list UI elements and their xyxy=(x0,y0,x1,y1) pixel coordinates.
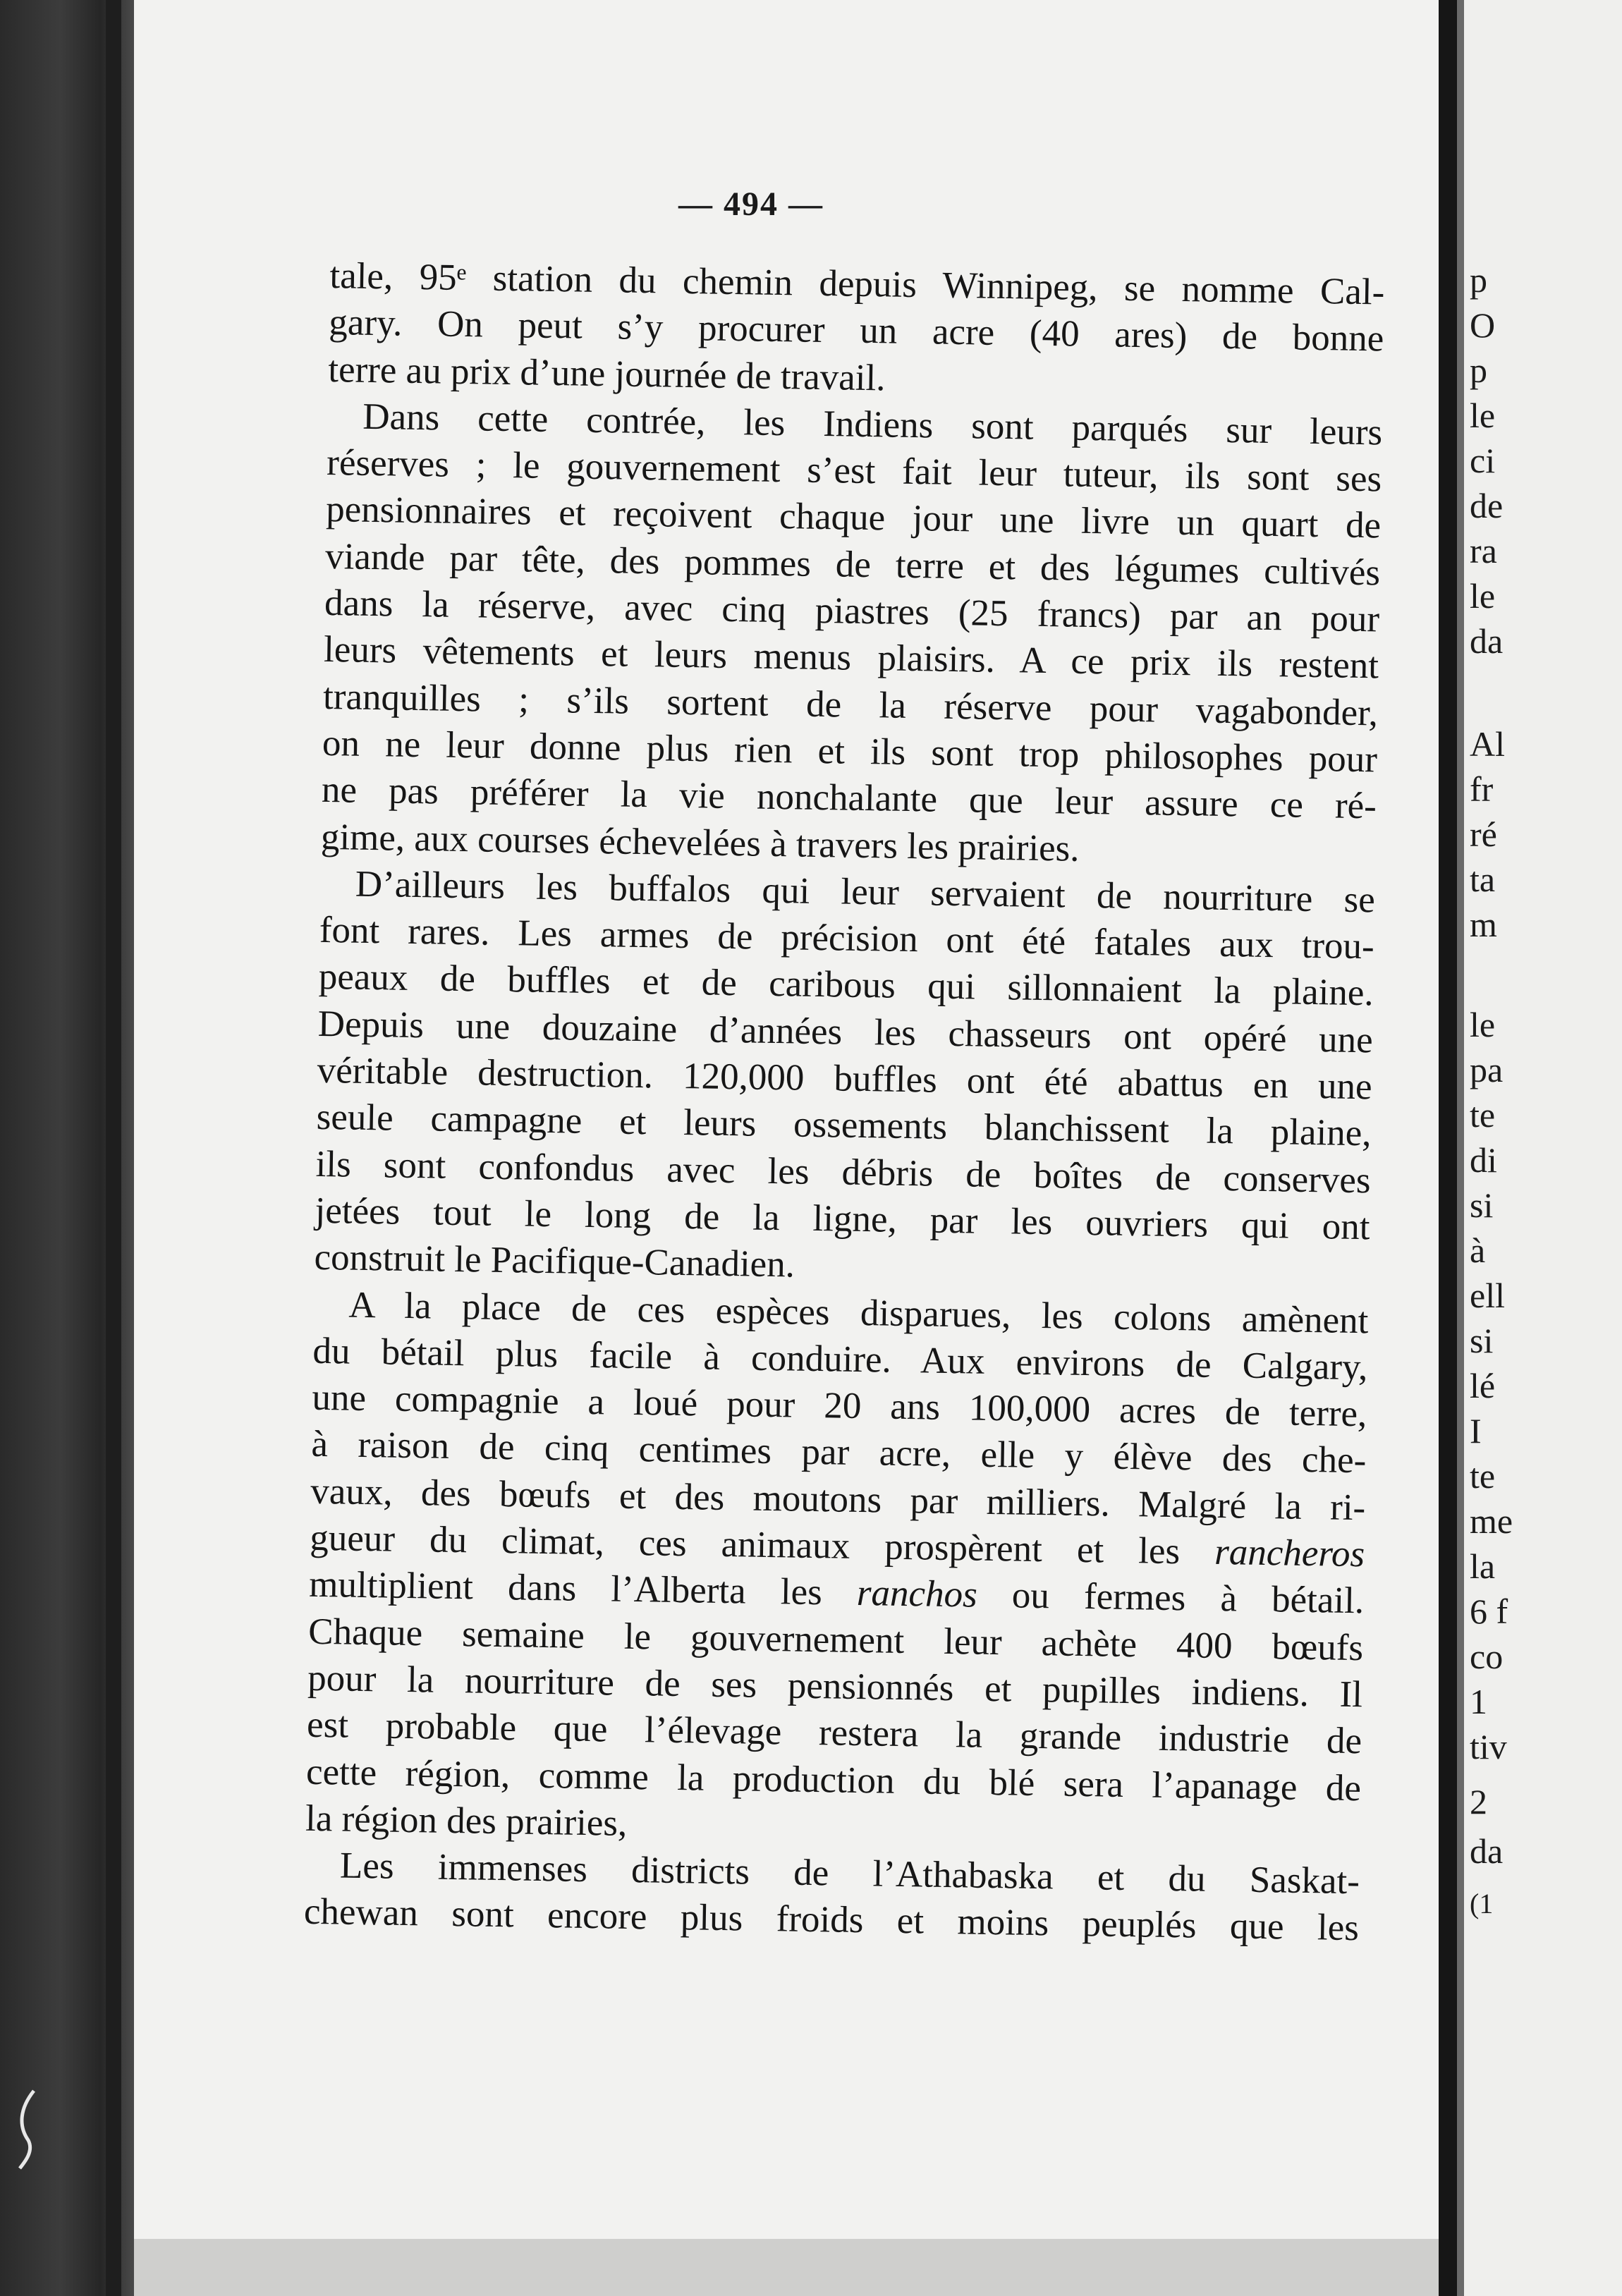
text-line: tale, 95ᵉ station du chemin depuis Winnipeg, se nomme Cal- xyxy=(329,255,1385,313)
next-page-line-fragment: la xyxy=(1470,1546,1496,1586)
next-page-line-fragment: ci xyxy=(1470,441,1496,480)
next-page-line-fragment: de xyxy=(1470,486,1504,525)
margin-pencil-mark xyxy=(13,2087,41,2172)
next-page-line-fragment: ta xyxy=(1470,860,1496,899)
text-line: chewan sont encore plus froids et moins peuplés que les xyxy=(303,1891,1360,1949)
next-page-line-fragment: le xyxy=(1470,1005,1496,1044)
text-line: A la place de ces espèces disparues, les colons amènent xyxy=(348,1284,1369,1341)
text-line: terre au prix d’une journée de travail. xyxy=(327,348,886,398)
next-page-line-fragment: ell xyxy=(1470,1276,1505,1315)
next-page-line-fragment: te xyxy=(1470,1095,1496,1135)
text-line: dans la réserve, avec cinq piastres (25 francs) par an pour xyxy=(324,582,1380,640)
text-line: cette région, comme la production du blé sera l’apanage de xyxy=(305,1751,1362,1809)
text-line: réserves ; le gouvernement s’est fait leur tuteur, ils sont ses xyxy=(326,442,1382,500)
text-line: gary. On peut s’y procurer un acre (40 ares) de bonne xyxy=(328,302,1384,360)
text-line: construit le Pacifique-Canadien. xyxy=(314,1237,795,1286)
text-line: véritable destruction. 120,000 buffles ont été abattus en une xyxy=(317,1049,1373,1108)
page-gutter-divider xyxy=(1439,0,1457,2296)
text-line: du bétail plus facile à conduire. Aux environs de Calgary, xyxy=(312,1330,1368,1388)
right-page-fragment xyxy=(1464,0,1622,2296)
next-page-line-fragment: Al xyxy=(1470,724,1505,764)
text-line: pour la nourriture de ses pensionnés et pupilles indiens. Il xyxy=(307,1657,1363,1716)
text-line: est probable que l’élevage restera la grande industrie de xyxy=(306,1704,1362,1762)
binding-shadow xyxy=(106,0,121,2296)
text-line: peaux de buffles et de caribous qui sillonnaient la plaine. xyxy=(318,956,1374,1014)
text-line: multiplient dans l’Alberta les ranchos ou fermes à bétail. xyxy=(308,1564,1365,1622)
page-body-text xyxy=(304,252,1385,1952)
next-page-line-fragment: m xyxy=(1470,905,1497,944)
next-page-line-fragment: 6 f xyxy=(1470,1592,1508,1631)
text-line: la région des prairies, xyxy=(305,1797,628,1844)
next-page-line-fragment: le xyxy=(1470,396,1496,435)
next-page-line-fragment: si xyxy=(1470,1321,1494,1360)
text-line: on ne leur donne plus rien et ils sont trop philosophes pour xyxy=(322,722,1378,781)
text-line: font rares. Les armes de précision ont été fatales aux trou- xyxy=(319,910,1375,967)
next-page-line-fragment: O xyxy=(1470,305,1496,345)
text-line: D’ailleurs les buffalos qui leur servaient de nourriture se xyxy=(355,863,1376,921)
next-page-line-fragment: lé xyxy=(1470,1366,1496,1405)
next-page-line-fragment: (1 xyxy=(1470,1888,1494,1919)
text-line: leurs vêtements et leurs menus plaisirs. A ce prix ils restent xyxy=(323,629,1379,687)
page-bottom-edge xyxy=(134,2239,1442,2296)
next-page-line-fragment: te xyxy=(1470,1456,1496,1496)
text-line: pensionnaires et reçoivent chaque jour une livre un quart de xyxy=(325,489,1382,546)
text-line: ne pas préférer la vie nonchalante que leur assure ce ré- xyxy=(321,769,1377,827)
next-page-line-fragment: fr xyxy=(1470,769,1494,809)
page-number-header xyxy=(0,185,1622,224)
next-page-line-fragment: p xyxy=(1470,260,1487,300)
next-page-line-fragment: tiv xyxy=(1470,1727,1507,1766)
text-line: vaux, des bœufs et des moutons par milliers. Malgré la ri- xyxy=(310,1470,1366,1528)
next-page-line-fragment: di xyxy=(1470,1140,1497,1180)
text-line: Depuis une douzaine d’années les chasseurs ont opéré une xyxy=(317,1003,1374,1061)
next-page-line-fragment: à xyxy=(1470,1231,1486,1270)
text-line: gueur du climat, ces animaux prospèrent et les rancheros xyxy=(309,1517,1365,1575)
page-gutter-edge xyxy=(1457,0,1464,2296)
page-number: — 494 — xyxy=(678,185,824,223)
text-line: Les immenses districts de l’Athabaska et du Saskat- xyxy=(339,1845,1360,1903)
next-page-line-fragment: 2 xyxy=(1470,1782,1487,1821)
next-page-line-fragment: da xyxy=(1470,1831,1504,1871)
next-page-line-fragment: p xyxy=(1470,350,1487,390)
next-page-line-fragment: me xyxy=(1470,1501,1513,1541)
text-line: ils sont confondus avec les débris de boîtes de conserves xyxy=(315,1143,1371,1201)
text-line: viande par tête, des pommes de terre et des légumes cultivés xyxy=(324,535,1381,594)
next-page-line-fragment: le xyxy=(1470,576,1496,616)
text-line: Dans cette contrée, les Indiens sont parqués sur leurs xyxy=(362,396,1383,453)
next-page-line-fragment: co xyxy=(1470,1637,1504,1676)
text-line: à raison de cinq centimes par acre, elle y élève des che- xyxy=(310,1424,1367,1482)
text-line: seule campagne et leurs ossements blanchissent la plaine, xyxy=(316,1097,1372,1154)
next-page-line-fragment: 1 xyxy=(1470,1682,1487,1721)
next-page-line-fragment: da xyxy=(1470,621,1504,661)
text-line: tranquilles ; s’ils sortent de la réserve pour vagabonder, xyxy=(322,676,1379,734)
next-page-line-fragment: I xyxy=(1470,1411,1482,1451)
text-line: Chaque semaine le gouvernement leur achète 400 bœufs xyxy=(307,1611,1364,1668)
next-page-line-fragment: ra xyxy=(1470,531,1497,570)
next-page-line-fragment: ré xyxy=(1470,814,1497,854)
next-page-line-fragment: si xyxy=(1470,1185,1494,1225)
text-line: gime, aux courses échevelées à travers les prairies. xyxy=(320,816,1080,869)
next-page-line-fragment: pa xyxy=(1470,1050,1504,1089)
text-line: jetées tout le long de la ligne, par les ouvriers qui ont xyxy=(315,1190,1370,1248)
text-line: une compagnie a loué pour 20 ans 100,000 acres de terre, xyxy=(312,1376,1367,1435)
